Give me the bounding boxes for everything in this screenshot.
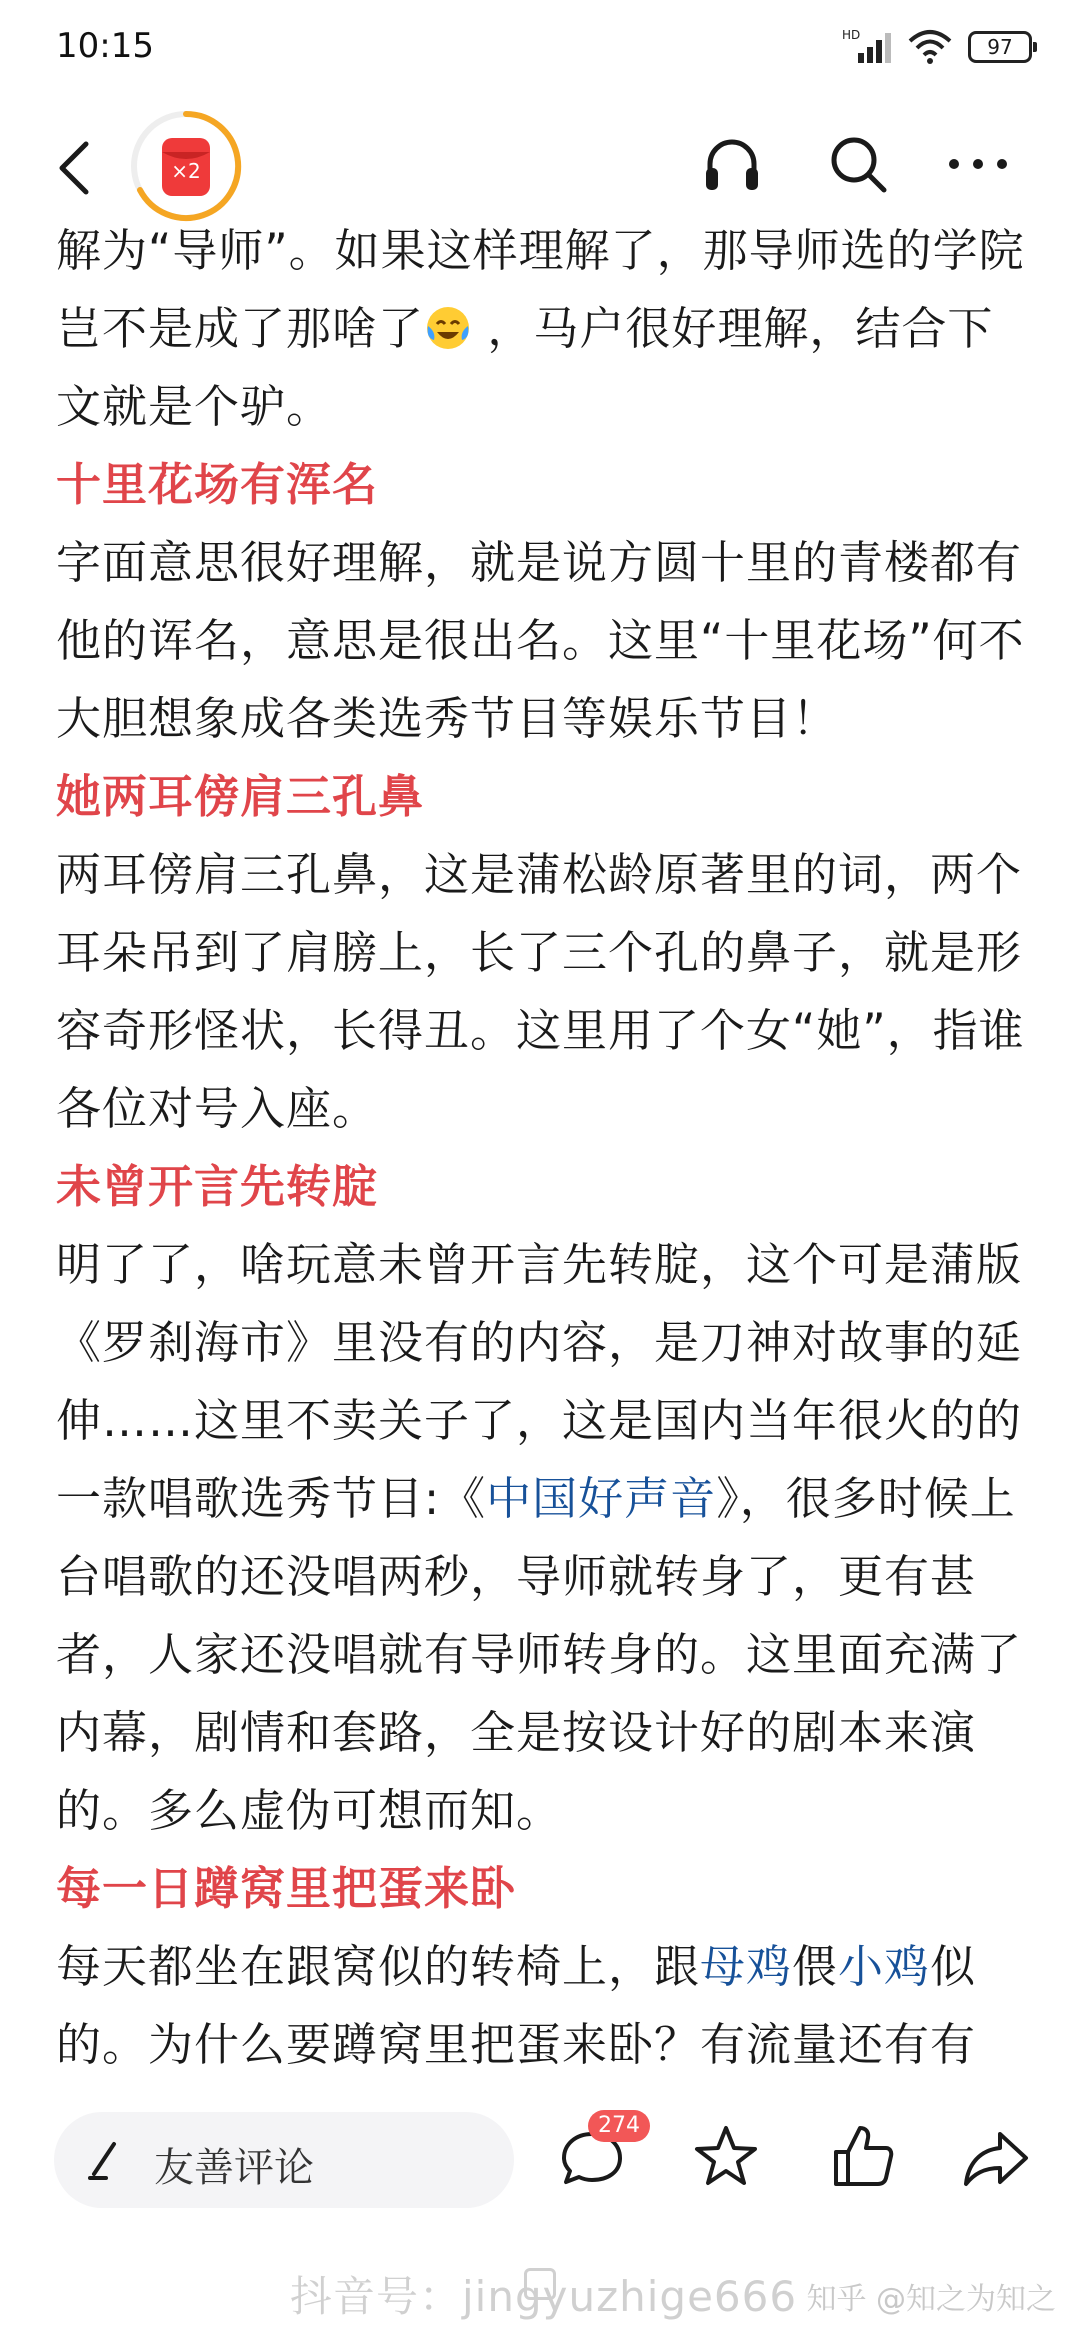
comment-input[interactable]: [54, 2112, 514, 2208]
more-dots-icon: [944, 132, 1012, 196]
share-button[interactable]: [960, 2122, 1032, 2194]
paragraph-1-text: 解为“导师”。如果这样理解了，那导师选的学院岂不是成了那啥了: [56, 224, 1025, 355]
paragraph-5: [56, 1928, 1036, 2080]
paragraph-5-text-a: 每天都坐在跟窝似的转椅上，跟: [56, 1940, 701, 1993]
reward-badge-icon: [128, 108, 244, 224]
section-heading-4: 每一日蹲窝里把蛋来卧: [56, 1862, 517, 1915]
signal-icon: [842, 27, 892, 67]
douyin-watermark: 抖音号：jingyuzhige666: [290, 2272, 798, 2321]
battery-icon: 97: [968, 31, 1032, 63]
article-body: [56, 212, 1036, 2080]
search-button[interactable]: [826, 132, 890, 196]
thumbs-up-icon: [826, 2120, 898, 2192]
zhihu-watermark: 知乎 @知之为知之: [806, 2282, 1056, 2317]
home-nav-icon[interactable]: [524, 2268, 556, 2300]
wifi-icon: [908, 29, 952, 65]
like-button[interactable]: [826, 2120, 898, 2192]
share-arrow-icon: [960, 2122, 1032, 2194]
bottom-action-bar: [0, 2100, 1080, 2220]
section-heading-1: 十里花场有浑名: [56, 458, 379, 511]
paragraph-4-text-a: 明了了，啥玩意未曾开言先转腚，这个可是蒲版《罗刹海市》里没有的内容，是刀神对故事的延伸……这里不卖关子了，这是国内当年很火的的一款唱歌选秀节目:《: [56, 1238, 1023, 1525]
pen-icon: [84, 2138, 128, 2182]
paragraph-1: [56, 212, 1036, 446]
svg-text:×2: ×2: [171, 159, 201, 183]
status-time: 10:15: [56, 26, 154, 66]
link-muji[interactable]: 母鸡: [700, 1940, 793, 1993]
favorite-button[interactable]: [690, 2120, 762, 2192]
paragraph-3: 两耳傍肩三孔鼻，这是蒲松龄原著里的词，两个耳朵吊到了肩膀上，长了三个孔的鼻子，就是形容奇形怪状，长得丑。这里用了个女“她”，指谁各位对号入座。: [56, 848, 1025, 1135]
status-icons: [842, 24, 1032, 70]
paragraph-5-text-c: 似的。为什么要蹲窝里把蛋来卧？有流量还有有: [56, 1940, 977, 2071]
system-nav-bar: [0, 2250, 1080, 2340]
star-icon: [690, 2120, 762, 2192]
svg-text:HD: HD: [842, 28, 861, 42]
section-heading-2: 她两耳傍肩三孔鼻: [56, 770, 425, 823]
more-options-button[interactable]: [944, 132, 1012, 196]
section-heading-3: 未曾开言先转腚: [56, 1160, 379, 1213]
paragraph-2: 字面意思很好理解，就是说方圆十里的青楼都有他的诨名，意思是很出名。这里“十里花场”何不大胆想象成各类选秀节目等娱乐节目！: [56, 536, 1025, 745]
paragraph-4-text-b: 》，很多时候上台唱歌的还没唱两秒，导师就转身了，更有甚者，人家还没唱就有导师转身的。这里面充满了内幕，剧情和套路，全是按设计好的剧本来演的。多么虚伪可想而知。: [56, 1472, 1023, 1837]
link-xiaoji[interactable]: 小鸡: [838, 1940, 931, 1993]
reward-badge-button[interactable]: [128, 108, 244, 224]
listen-button[interactable]: [700, 132, 764, 196]
paragraph-5-text-b: 偎: [792, 1940, 839, 1993]
search-icon: [826, 132, 890, 196]
crying-laughing-emoji-icon: [424, 304, 472, 352]
back-button[interactable]: [48, 136, 104, 200]
comment-placeholder: 友善评论: [154, 2145, 314, 2191]
paragraph-1-tail: ，马户很好理解，结合下文就是个驴。: [56, 302, 994, 433]
comment-count-badge: 274: [588, 2110, 650, 2142]
paragraph-4: [56, 1226, 1036, 1850]
back-arrow-icon: [48, 136, 104, 200]
headphones-icon: [700, 132, 764, 196]
status-bar: [0, 0, 1080, 96]
link-zhongguo-haoshengyin[interactable]: 中国好声音: [486, 1472, 717, 1525]
